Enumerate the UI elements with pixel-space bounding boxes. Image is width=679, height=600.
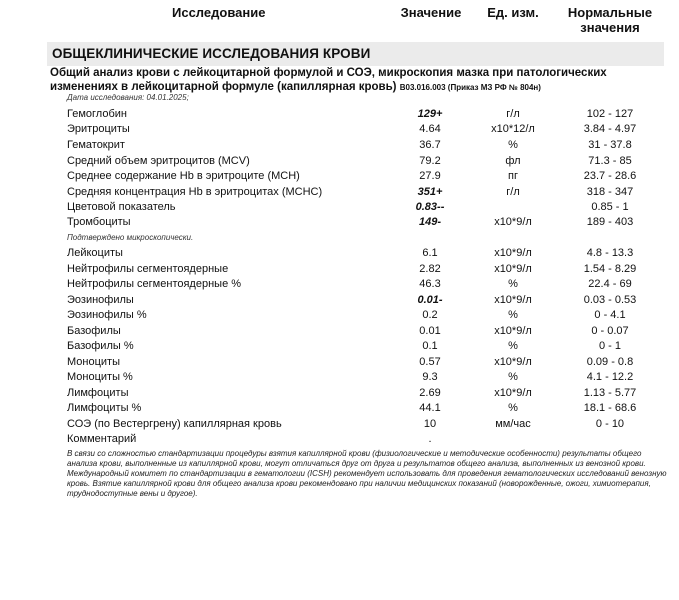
table-row	[0, 246, 679, 261]
result-name: Лейкоциты	[67, 247, 123, 259]
analysis-title-text: Общий анализ крови с лейкоцитарной формулой и СОЭ, микроскопия мазка при патологических изменениях в лейкоцитарной формуле (капиллярная кровь)	[50, 67, 607, 93]
result-unit: x10*9/л	[494, 387, 532, 399]
table-row	[0, 417, 679, 432]
result-norm: 318 - 347	[586, 186, 634, 198]
result-name: Базофилы	[67, 325, 121, 337]
table-row	[0, 122, 679, 137]
result-name: Эритроциты	[67, 123, 130, 135]
result-value: 36.7	[419, 139, 441, 151]
result-unit: %	[508, 371, 518, 383]
result-name: СОЭ (по Вестергрену) капиллярная кровь	[67, 418, 282, 430]
table-row	[0, 107, 679, 122]
result-norm: 3.84 - 4.97	[583, 123, 637, 135]
result-norm: 4.1 - 12.2	[586, 371, 634, 383]
result-value: 27.9	[419, 170, 441, 182]
result-norm: 71.3 - 85	[588, 155, 632, 167]
result-name: Комментарий	[67, 433, 137, 445]
table-row	[0, 293, 679, 308]
result-unit: %	[508, 309, 518, 321]
result-value: 0.1	[422, 340, 438, 352]
result-unit: г/л	[506, 108, 520, 120]
result-norm: 189 - 403	[586, 216, 634, 228]
result-name: Гемоглобин	[67, 108, 127, 120]
result-unit: %	[508, 139, 518, 151]
section-header	[47, 42, 664, 66]
table-row	[0, 138, 679, 153]
result-norm: 0 - 0.07	[591, 325, 629, 337]
result-unit: %	[508, 402, 518, 414]
result-name: Базофилы %	[67, 340, 134, 352]
result-name: Эозинофилы	[67, 294, 134, 306]
result-value: .	[428, 433, 432, 445]
result-name: Эозинофилы %	[67, 309, 147, 321]
result-unit: x10*9/л	[494, 325, 532, 337]
result-unit: x10*9/л	[494, 216, 532, 228]
table-row	[0, 401, 679, 416]
analysis-code: B03.016.003 (Приказ МЗ РФ № 804н)	[399, 82, 541, 92]
table-row	[0, 169, 679, 184]
table-row	[0, 339, 679, 354]
table-row	[0, 277, 679, 292]
result-name: Моноциты	[67, 356, 120, 368]
table-row	[0, 262, 679, 277]
result-unit: x10*9/л	[494, 294, 532, 306]
result-norm: 1.54 - 8.29	[583, 263, 637, 275]
result-unit: x10*12/л	[491, 123, 535, 135]
table-row	[0, 200, 679, 215]
result-name: Среднее содержание Hb в эритроците (MCH)	[67, 170, 300, 182]
result-name: Нейтрофилы сегментоядерные %	[67, 278, 242, 290]
result-norm: 22.4 - 69	[588, 278, 632, 290]
result-name: Средний объем эритроцитов (MCV)	[67, 155, 250, 167]
result-name: Нейтрофилы сегментоядерные	[67, 263, 229, 275]
result-value: 351+	[417, 186, 443, 198]
result-name: Тромбоциты	[67, 216, 131, 228]
study-date: Дата исследования: 04.01.2025;	[67, 93, 189, 102]
column-header-norm: Нормальные значения	[567, 5, 653, 35]
column-header-study: Исследование	[172, 5, 266, 20]
result-unit: пг	[508, 170, 518, 182]
result-value: 6.1	[422, 247, 438, 259]
result-value: 0.01-	[417, 294, 443, 306]
footnote: В связи со сложностью стандартизации процедуры взятия капиллярной крови (физиологические и методические особенности) результаты общего анализа крови, выполненные из капиллярной крови, могут отличаться друг от друга и результатов общего анализа, выполненных из венозной крови. Международный комитет по стандартизации в гематологии (ICSH) рекомендует использовать для проведения гематологических исследований венозную кровь. Взятие капиллярной крови для общего анализа крови рекомендовано при наличии медицинских показаний (новорожденные, ожоги, химиотерапия, труднодоступные вены и другое).	[67, 449, 667, 498]
result-value: 10	[423, 418, 437, 430]
result-name: Средняя концентрация Hb в эритроцитах (MCHC)	[67, 186, 323, 198]
result-norm: 0 - 10	[595, 418, 625, 430]
table-row	[0, 355, 679, 370]
result-name: Моноциты %	[67, 371, 133, 383]
section-title: ОБЩЕКЛИНИЧЕСКИЕ ИССЛЕДОВАНИЯ КРОВИ	[52, 46, 371, 61]
result-value: 44.1	[419, 402, 441, 414]
result-unit: x10*9/л	[494, 263, 532, 275]
result-name: Цветовой показатель	[67, 201, 176, 213]
result-value: 0.57	[419, 356, 441, 368]
result-value: 0.01	[419, 325, 441, 337]
result-norm: 0 - 1	[598, 340, 621, 352]
result-value: 46.3	[419, 278, 441, 290]
result-unit: г/л	[506, 186, 520, 198]
result-norm: 23.7 - 28.6	[583, 170, 637, 182]
result-norm: 1.13 - 5.77	[583, 387, 637, 399]
result-unit: фл	[505, 155, 521, 167]
platelet-note: Подтверждено микроскопически.	[67, 233, 194, 242]
column-header-value: Значение	[400, 5, 462, 20]
result-name: Лимфоциты	[67, 387, 129, 399]
result-norm: 102 - 127	[586, 108, 634, 120]
result-norm: 18.1 - 68.6	[583, 402, 637, 414]
result-unit: %	[508, 278, 518, 290]
result-unit: x10*9/л	[494, 247, 532, 259]
result-norm: 0.85 - 1	[591, 201, 629, 213]
table-row	[0, 386, 679, 401]
analysis-title	[50, 67, 665, 94]
result-value: 79.2	[419, 155, 441, 167]
result-unit: x10*9/л	[494, 356, 532, 368]
column-header-unit: Ед. изм.	[487, 5, 539, 20]
result-name: Гематокрит	[67, 139, 125, 151]
table-row	[0, 432, 679, 447]
table-row	[0, 154, 679, 169]
result-unit: мм/час	[495, 418, 531, 430]
result-norm: 4.8 - 13.3	[586, 247, 634, 259]
result-value: 0.83--	[415, 201, 445, 213]
result-unit: %	[508, 340, 518, 352]
table-row	[0, 185, 679, 200]
table-row	[0, 324, 679, 339]
result-norm: 0 - 4.1	[594, 309, 626, 321]
result-norm: 0.09 - 0.8	[586, 356, 634, 368]
result-value: 9.3	[422, 371, 438, 383]
result-name: Лимфоциты %	[67, 402, 142, 414]
table-row	[0, 308, 679, 323]
result-value: 2.82	[419, 263, 441, 275]
result-value: 0.2	[422, 309, 438, 321]
table-row	[0, 215, 679, 230]
result-value: 2.69	[419, 387, 441, 399]
result-norm: 31 - 37.8	[588, 139, 632, 151]
result-value: 149-	[418, 216, 442, 228]
result-value: 129+	[417, 108, 443, 120]
result-value: 4.64	[419, 123, 441, 135]
table-row	[0, 370, 679, 385]
result-norm: 0.03 - 0.53	[583, 294, 637, 306]
